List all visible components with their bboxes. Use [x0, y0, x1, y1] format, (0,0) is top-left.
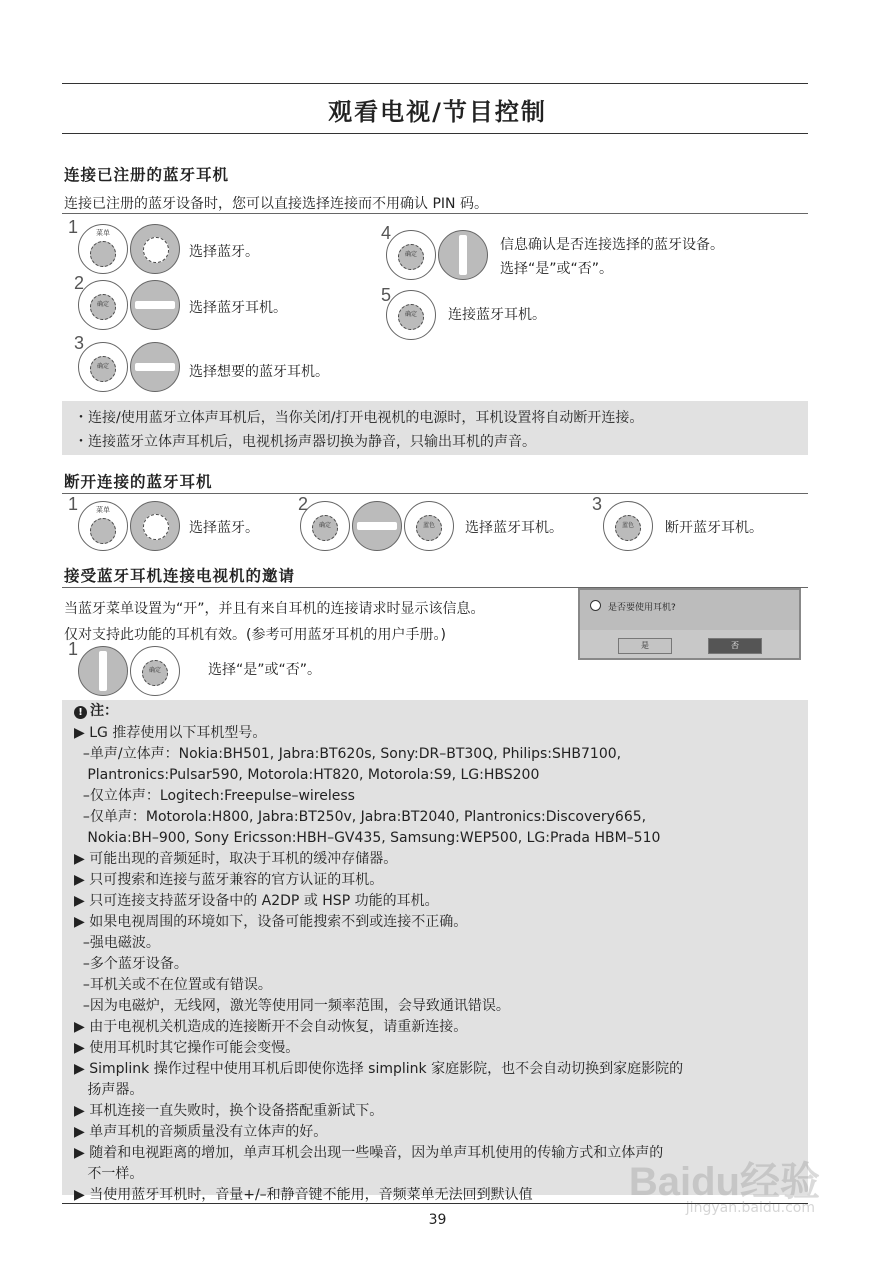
note-line: ▶ 使用耳机时其它操作可能会变慢。: [74, 1040, 300, 1056]
step-text: 选择蓝牙耳机。: [189, 300, 287, 316]
note-line: –耳机关或不在位置或有错误。: [74, 977, 272, 993]
button-label: 确定: [148, 667, 161, 674]
button-label: 菜单: [96, 229, 110, 237]
note-line: –因为电磁炉，无线网，激光等使用同一频率范围，会导致通讯错误。: [74, 998, 510, 1014]
menu-button-icon: [78, 224, 128, 274]
section-text: 仅对支持此功能的耳机有效。(参考可用蓝牙耳机的用户手册。): [64, 627, 446, 643]
button-label: 蓝色: [621, 522, 634, 529]
section-heading: 接受蓝牙耳机连接电视机的邀请: [64, 567, 296, 585]
step-number: 1: [68, 217, 79, 237]
note-line: –强电磁波。: [74, 935, 160, 951]
button-label: 菜单: [96, 506, 110, 514]
up-down-icon: [130, 342, 180, 392]
note-line: Nokia:BH–900, Sony Ericsson:HBH–GV435, Samsung:WEP500, LG:Prada HBM–510: [74, 830, 661, 846]
button-label: 确定: [404, 311, 417, 318]
section-heading: 断开连接的蓝牙耳机: [64, 473, 213, 491]
tip-box: [62, 401, 808, 455]
note-line: ▶ 耳机连接一直失败时，换个设备搭配重新试下。: [74, 1103, 384, 1119]
step-text: 信息确认是否连接选择的蓝牙设备。: [500, 237, 724, 253]
note-line: ▶ 单声耳机的音频质量没有立体声的好。: [74, 1124, 328, 1140]
page-number: 39: [428, 1212, 447, 1228]
button-label: 蓝色: [422, 522, 435, 529]
note-line: –单声/立体声：Nokia:BH501, Jabra:BT620s, Sony:DR–BT30Q, Philips:SHB7100,: [74, 746, 622, 762]
step-text: 选择想要的蓝牙耳机。: [189, 364, 329, 380]
nav-ring-icon: [130, 224, 180, 274]
divider: [62, 83, 808, 84]
button-label: 确定: [318, 522, 331, 529]
menu-button-icon: [78, 501, 128, 551]
alert-icon: !: [74, 706, 87, 719]
divider: [62, 133, 808, 134]
note-line: –多个蓝牙设备。: [74, 956, 188, 972]
button-label: 确定: [96, 363, 109, 370]
divider: [62, 213, 808, 214]
watermark-url: jingyan.baidu.com: [685, 1200, 815, 1216]
note-line: ▶ 如果电视周围的环境如下，设备可能搜索不到或连接不正确。: [74, 914, 468, 930]
confirm-dialog-screenshot: [578, 588, 801, 660]
ok-button-icon: [130, 646, 180, 696]
button-label: 确定: [96, 301, 109, 308]
tip-text: ・连接/使用蓝牙立体声耳机后，当你关闭/打开电视机的电源时，耳机设置将自动断开连接。: [74, 410, 644, 426]
note-line: ▶ 当使用蓝牙耳机时，音量+/–和静音键不能用，音频菜单无法回到默认值: [74, 1187, 533, 1203]
step-number: 2: [74, 273, 85, 293]
tip-text: ・连接蓝牙立体声耳机后，电视机扬声器切换为静音，只输出耳机的声音。: [74, 434, 536, 450]
no-button: 否: [708, 638, 762, 654]
section-heading: 连接已注册的蓝牙耳机: [64, 166, 230, 184]
page-title: 观看电视/节目控制: [328, 98, 547, 126]
step-text: 选择“是”或“否”。: [208, 662, 322, 678]
step-text: 选择蓝牙。: [189, 244, 259, 260]
step-text: 选择“是”或“否”。: [500, 261, 614, 277]
note-line: Plantronics:Pulsar590, Motorola:HT820, Motorola:S9, LG:HBS200: [74, 767, 540, 783]
note-line: ▶ 由于电视机关机造成的连接断开不会自动恢复，请重新连接。: [74, 1019, 468, 1035]
note-line: ▶ 只可连接支持蓝牙设备中的 A2DP 或 HSP 功能的耳机。: [74, 893, 439, 909]
note-line: –仅立体声：Logitech:Freepulse–wireless: [74, 788, 355, 804]
step-text: 连接蓝牙耳机。: [448, 307, 546, 323]
step-number: 1: [68, 639, 79, 659]
baidu-watermark: Baidu经验: [628, 1160, 820, 1204]
section-desc: 连接已注册的蓝牙设备时，您可以直接选择连接而不用确认 PIN 码。: [64, 196, 488, 212]
blue-button-icon: [603, 501, 653, 551]
left-right-icon: [78, 646, 128, 696]
blue-button-icon: [404, 501, 454, 551]
step-number: 3: [74, 333, 85, 353]
section-text: 当蓝牙菜单设置为“开”，并且有来自耳机的连接请求时显示该信息。: [64, 601, 485, 617]
notes-heading-text: 注：: [90, 703, 118, 719]
note-line: ▶ LG 推荐使用以下耳机型号。: [74, 725, 267, 741]
ok-button-icon: [386, 230, 436, 280]
note-line: ▶ 只可搜索和连接与蓝牙兼容的官方认证的耳机。: [74, 872, 384, 888]
yes-button: 是: [618, 638, 672, 654]
note-line: ▶ Simplink 操作过程中使用耳机后即使你选择 simplink 家庭影院，也不会自动切换到家庭影院的: [74, 1061, 684, 1077]
step-text: 断开蓝牙耳机。: [665, 520, 763, 536]
note-line: –仅单声：Motorola:H800, Jabra:BT250v, Jabra:BT2040, Plantronics:Discovery665,: [74, 809, 647, 825]
step-text: 选择蓝牙耳机。: [465, 520, 563, 536]
note-line: 扬声器。: [74, 1082, 144, 1098]
up-down-icon: [352, 501, 402, 551]
step-number: 5: [381, 285, 392, 305]
note-line: ▶ 随着和电视距离的增加，单声耳机会出现一些噪音，因为单声耳机使用的传输方式和立体声的: [74, 1145, 664, 1161]
step-number: 3: [592, 494, 603, 514]
up-down-icon: [130, 280, 180, 330]
notes-heading: [74, 701, 118, 722]
step-number: 1: [68, 494, 79, 514]
step-number: 2: [298, 494, 309, 514]
step-text: 选择蓝牙。: [189, 520, 259, 536]
divider: [62, 493, 808, 494]
left-right-icon: [438, 230, 488, 280]
button-label: 确定: [404, 251, 417, 258]
info-icon: [590, 600, 601, 611]
ok-button-icon: [78, 342, 128, 392]
note-line: 不一样。: [74, 1166, 144, 1182]
ok-button-icon: [386, 290, 436, 340]
nav-ring-icon: [130, 501, 180, 551]
ok-button-icon: [78, 280, 128, 330]
note-line: ▶ 可能出现的音频延时，取决于耳机的缓冲存储器。: [74, 851, 398, 867]
step-number: 4: [381, 223, 392, 243]
dialog-question: 是否要使用耳机?: [608, 603, 676, 613]
